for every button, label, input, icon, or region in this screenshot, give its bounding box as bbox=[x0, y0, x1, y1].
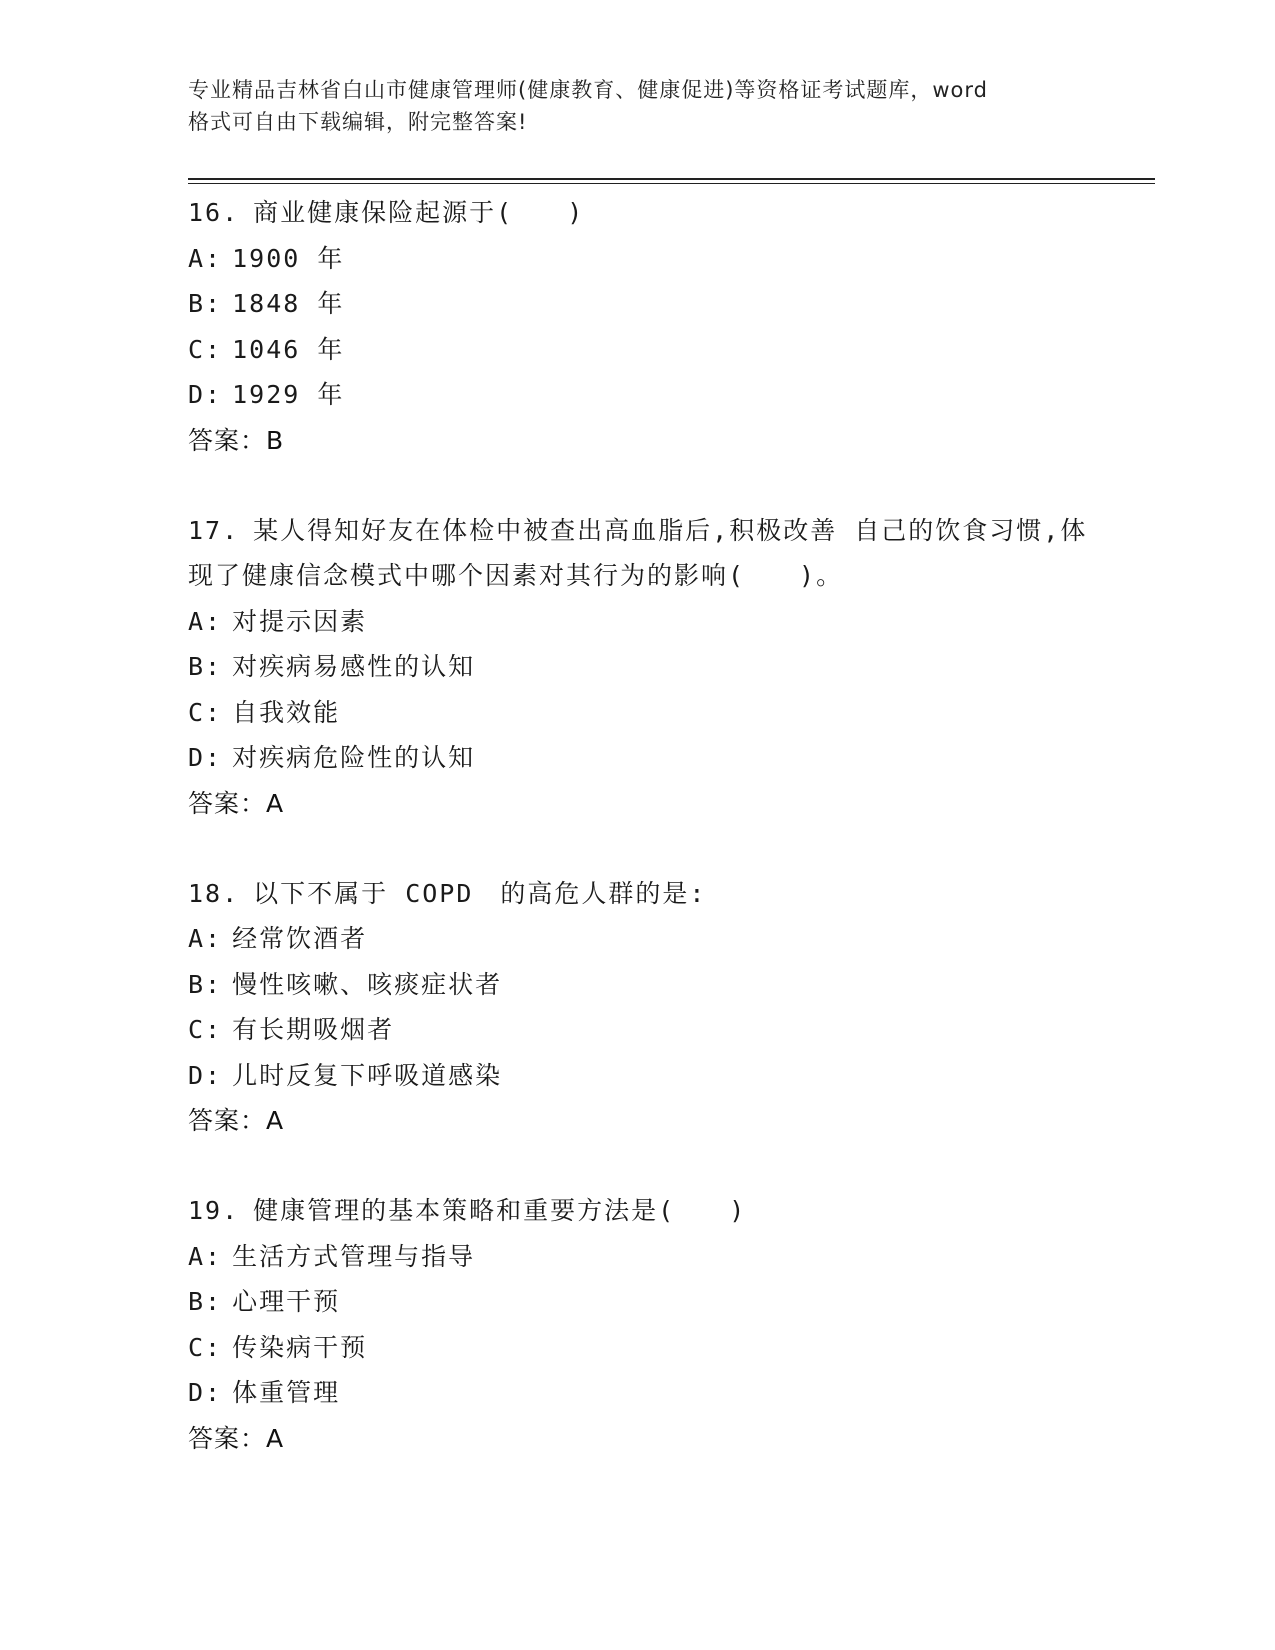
option-text: 1900 年 bbox=[232, 243, 345, 273]
option-c bbox=[188, 1325, 1088, 1371]
option-letter: B: bbox=[188, 969, 223, 999]
option-d bbox=[188, 735, 1088, 781]
answer-line: 答案：A bbox=[188, 1423, 285, 1453]
option-letter: C: bbox=[188, 1332, 223, 1362]
option-text: 自我效能 bbox=[232, 697, 341, 727]
option-b bbox=[188, 962, 1088, 1008]
option-a bbox=[188, 1234, 1088, 1280]
question-number: 16. bbox=[188, 198, 240, 227]
answer-line: 答案：A bbox=[188, 788, 285, 818]
option-text: 心理干预 bbox=[232, 1287, 341, 1316]
question-stem bbox=[188, 871, 1088, 917]
header-line-1: 专业精品吉林省白山市健康管理师(健康教育、健康促进)等资格证考试题库，word bbox=[188, 78, 989, 102]
question-stem bbox=[188, 508, 1088, 599]
question-16 bbox=[188, 190, 1088, 464]
option-letter: B: bbox=[188, 1287, 223, 1316]
option-text: 对疾病易感性的认知 bbox=[232, 652, 476, 681]
answer-line: 答案：B bbox=[188, 425, 285, 455]
question-18 bbox=[188, 871, 1088, 1145]
question-number: 18. bbox=[188, 878, 240, 908]
question-number: 17. bbox=[188, 515, 240, 545]
option-text: 对疾病危险性的认知 bbox=[232, 743, 476, 772]
header-divider-thick bbox=[188, 178, 1155, 180]
option-letter: A: bbox=[188, 243, 223, 273]
option-text: 经常饮酒者 bbox=[232, 924, 368, 953]
question-text: 健康管理的基本策略和重要方法是( ) bbox=[253, 1196, 747, 1225]
option-letter: D: bbox=[188, 380, 223, 409]
question-text: 某人得知好友在体检中被查出高血脂后,积极改善 自己的饮食习惯,体现了健康信念模式中哪个因素对其行为的影响( )。 bbox=[188, 515, 1088, 590]
question-stem bbox=[188, 1188, 1088, 1234]
option-text: 生活方式管理与指导 bbox=[232, 1241, 476, 1271]
header-line-2: 格式可自由下载编辑，附完整答案! bbox=[188, 110, 528, 134]
option-a bbox=[188, 236, 1088, 282]
option-d bbox=[188, 1370, 1088, 1416]
option-text: 慢性咳嗽、咳痰症状者 bbox=[232, 969, 503, 999]
option-c bbox=[188, 1007, 1088, 1053]
option-text: 传染病干预 bbox=[232, 1332, 368, 1362]
question-19 bbox=[188, 1188, 1088, 1462]
option-b bbox=[188, 281, 1088, 327]
option-b bbox=[188, 1279, 1088, 1325]
option-letter: D: bbox=[188, 743, 223, 772]
option-letter: D: bbox=[188, 1378, 223, 1407]
question-17 bbox=[188, 508, 1088, 827]
option-c bbox=[188, 690, 1088, 736]
option-text: 对提示因素 bbox=[232, 606, 368, 636]
option-text: 1929 年 bbox=[232, 380, 345, 409]
option-letter: A: bbox=[188, 924, 223, 953]
question-text: 商业健康保险起源于( ) bbox=[253, 198, 585, 227]
option-text: 儿时反复下呼吸道感染 bbox=[232, 1060, 503, 1090]
question-text: 以下不属于 COPD 的高危人群的是: bbox=[253, 878, 707, 908]
option-letter: C: bbox=[188, 1015, 223, 1044]
answer-line: 答案：A bbox=[188, 1106, 285, 1135]
option-d bbox=[188, 1053, 1088, 1099]
option-text: 1848 年 bbox=[232, 289, 345, 318]
option-b bbox=[188, 644, 1088, 690]
option-text: 有长期吸烟者 bbox=[232, 1015, 395, 1044]
question-stem bbox=[188, 190, 1088, 236]
option-letter: C: bbox=[188, 697, 223, 727]
option-d bbox=[188, 372, 1088, 418]
option-letter: B: bbox=[188, 289, 223, 318]
option-text: 1046 年 bbox=[232, 334, 345, 364]
option-letter: C: bbox=[188, 334, 223, 364]
option-letter: B: bbox=[188, 652, 223, 681]
header-divider-thin bbox=[188, 183, 1155, 184]
document-header bbox=[188, 74, 1088, 138]
question-number: 19. bbox=[188, 1196, 240, 1225]
option-letter: D: bbox=[188, 1060, 223, 1090]
option-letter: A: bbox=[188, 606, 223, 636]
option-c bbox=[188, 327, 1088, 373]
option-a bbox=[188, 599, 1088, 645]
question-list bbox=[188, 190, 1088, 1506]
option-letter: A: bbox=[188, 1241, 223, 1271]
option-text: 体重管理 bbox=[232, 1378, 341, 1407]
option-a bbox=[188, 916, 1088, 962]
